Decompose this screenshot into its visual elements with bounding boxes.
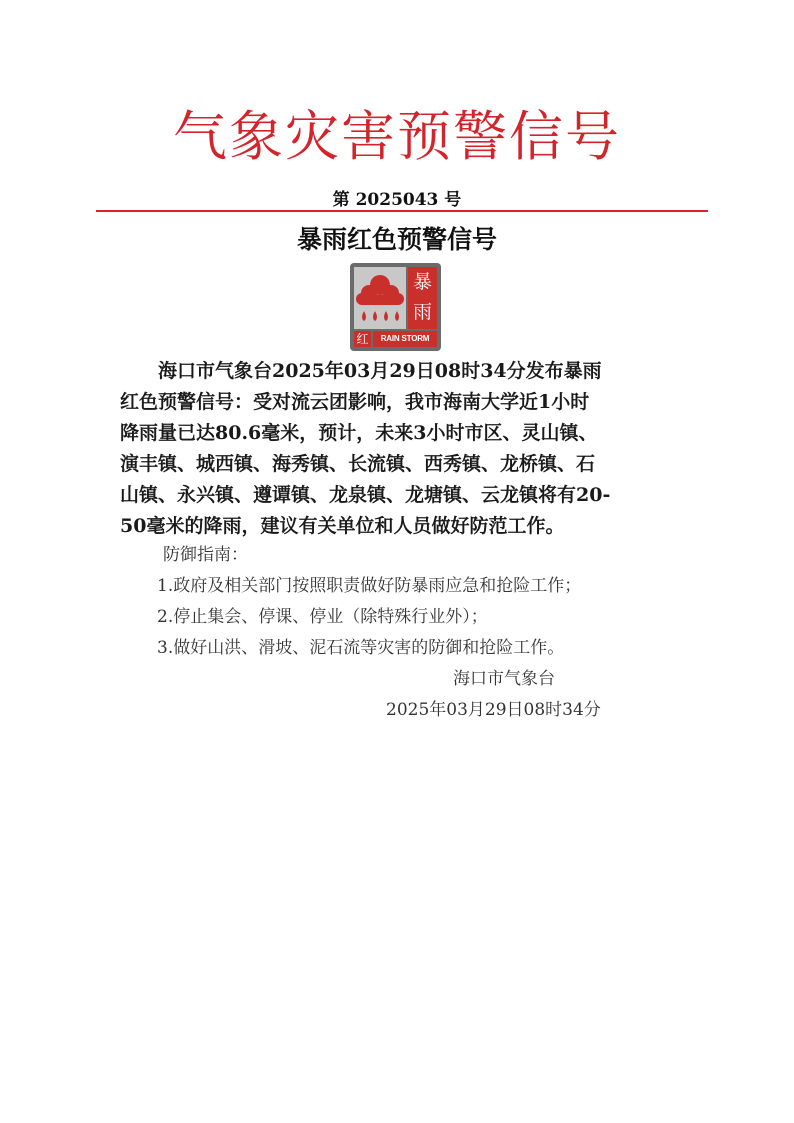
body-line: 50毫米的降雨，建议有关单位和人员做好防范工作。 (120, 515, 565, 537)
badge-char-1: 暴 (412, 271, 432, 293)
badge-label-cn (408, 267, 437, 329)
badge-label-en: RAIN STORM (373, 331, 437, 347)
cloud-rain-icon (354, 267, 406, 329)
guide-heading: 防御指南： (163, 545, 248, 565)
issuer-signature: 海口市气象台 (453, 669, 555, 689)
body-line: 演丰镇、城西镇、海秀镇、长流镇、西秀镇、龙桥镇、石 (120, 453, 596, 475)
body-line: 海口市气象台2025年03月29日08时34分发布暴雨 (158, 360, 602, 382)
badge-level: 红 (354, 331, 371, 347)
rainstorm-red-warning-icon (350, 263, 441, 351)
guide-item: 3.做好山洪、滑坡、泥石流等灾害的防御和抢险工作。 (157, 638, 565, 658)
document-title: 气象灾害预警信号 (173, 105, 621, 168)
body-line: 降雨量已达80.6毫米，预计，未来3小时市区、灵山镇、 (120, 422, 598, 444)
badge-char-2: 雨 (412, 301, 432, 323)
body-line: 红色预警信号：受对流云团影响，我市海南大学近1小时 (120, 391, 590, 413)
body-line: 山镇、永兴镇、遵谭镇、龙泉镇、龙塘镇、云龙镇将有20- (120, 484, 611, 506)
guide-item: 2.停止集会、停课、停业（除特殊行业外）； (157, 607, 488, 627)
issue-datetime: 2025年03月29日08时34分 (386, 700, 601, 720)
warning-subtitle: 暴雨红色预警信号 (296, 225, 497, 254)
header-divider (96, 210, 708, 212)
guide-item: 1.政府及相关部门按照职责做好防暴雨应急和抢险工作； (157, 576, 582, 596)
document-number: 第 2025043 号 (332, 190, 462, 210)
